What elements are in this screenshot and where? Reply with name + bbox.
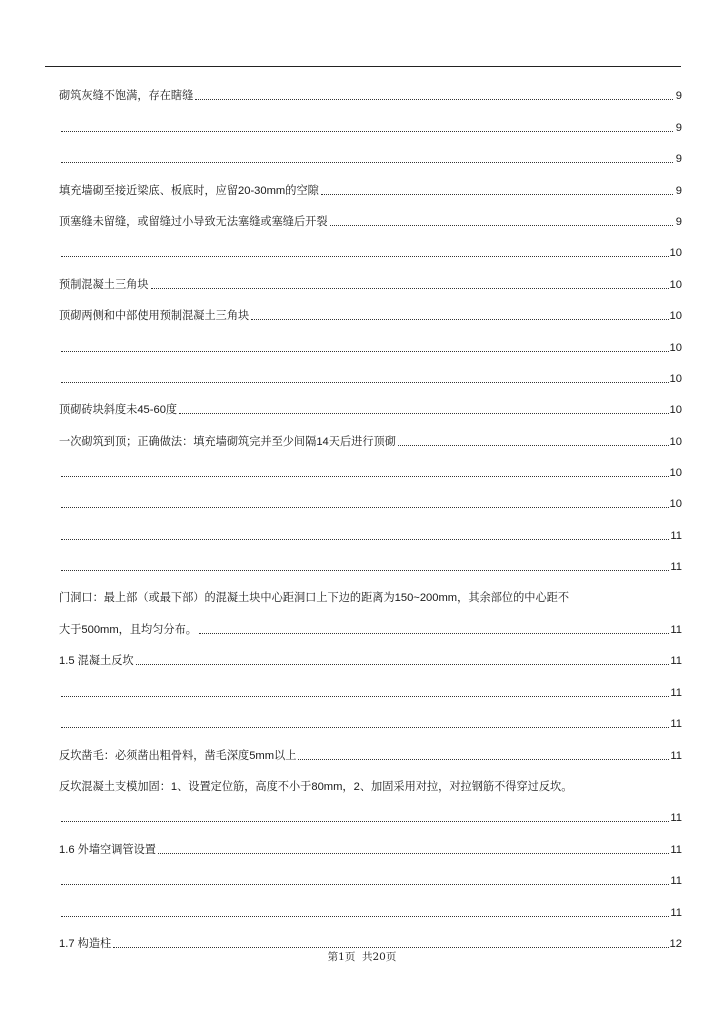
- header-rule: [45, 66, 681, 67]
- toc-entry-title: 顶砌砖块斜度未45-60度: [59, 404, 178, 417]
- toc-entry[interactable]: [59, 103, 682, 134]
- toc-entry-page-number: 11: [670, 875, 682, 888]
- toc-entry[interactable]: [59, 857, 682, 888]
- toc-entry-page-number: 11: [670, 624, 682, 637]
- toc-entry-page-number: 10: [669, 372, 682, 385]
- toc-entry[interactable]: [59, 637, 682, 668]
- toc-entry[interactable]: [59, 292, 682, 323]
- toc-entry[interactable]: [59, 166, 682, 197]
- table-of-contents: [59, 72, 682, 951]
- footer-prefix: 第: [327, 951, 339, 963]
- toc-leader-dots: [61, 906, 669, 920]
- toc-entry-page-number: 11: [670, 749, 682, 762]
- toc-entry-page-number: 9: [675, 184, 682, 197]
- page-footer: [0, 949, 724, 964]
- toc-leader-dots: [61, 874, 669, 888]
- toc-entry[interactable]: [59, 72, 682, 103]
- toc-leader-dots: [61, 717, 669, 731]
- toc-leader-dots: [61, 152, 673, 166]
- toc-entry[interactable]: [59, 731, 682, 762]
- toc-entry-page-number: 9: [675, 215, 682, 228]
- toc-entry-title: 大于500mm，且均匀分布。: [59, 624, 197, 637]
- toc-leader-dots: [251, 309, 668, 323]
- footer-total-pages: 20: [372, 951, 386, 963]
- toc-entry-page-number: 9: [675, 90, 682, 103]
- toc-entry-title: 1.5 混凝土反坎: [59, 655, 134, 668]
- toc-entry[interactable]: [59, 543, 682, 574]
- toc-entry-page-number: 11: [670, 906, 682, 919]
- toc-entry-title: 1.7 构造柱: [59, 937, 112, 950]
- toc-entry-page-number: 11: [670, 655, 682, 668]
- toc-entry[interactable]: [59, 260, 682, 291]
- toc-entry[interactable]: [59, 794, 682, 825]
- toc-entry-title: 门洞口：最上部（或最下部）的混凝土块中心距洞口上下边的距离为150~200mm，其余部位的中心距不: [59, 592, 570, 605]
- toc-entry[interactable]: [59, 323, 682, 354]
- toc-entry-page-number: 10: [669, 310, 682, 323]
- toc-entry-title: 顶塞缝未留缝，或留缝过小导致无法塞缝或塞缝后开裂: [59, 215, 328, 228]
- toc-entry-page-number: 11: [670, 529, 682, 542]
- toc-entry[interactable]: [59, 135, 682, 166]
- toc-entry[interactable]: [59, 920, 682, 951]
- footer-current-page: 1: [338, 951, 345, 963]
- toc-entry-page-number: 11: [670, 718, 682, 731]
- toc-entry-page-number: 12: [669, 937, 682, 950]
- toc-leader-dots: [330, 215, 673, 229]
- toc-entry-title: 砌筑灰缝不饱满，存在瞎缝: [59, 90, 194, 103]
- toc-leader-dots: [151, 278, 669, 292]
- toc-entry-page-number: 9: [675, 121, 682, 134]
- toc-entry-page-number: 11: [670, 843, 682, 856]
- toc-leader-dots: [61, 121, 673, 135]
- toc-entry-page-number: 11: [670, 812, 682, 825]
- toc-entry[interactable]: [59, 417, 682, 448]
- toc-entry-title: 反坎凿毛：必须凿出粗骨料，凿毛深度5mm以上: [59, 749, 297, 762]
- toc-entry[interactable]: [59, 511, 682, 542]
- toc-leader-dots: [195, 89, 673, 103]
- footer-mid: 页 共: [344, 951, 373, 963]
- toc-entry-page-number: 10: [669, 435, 682, 448]
- toc-entry-page-number: 10: [669, 404, 682, 417]
- toc-entry[interactable]: [59, 888, 682, 919]
- toc-leader-dots: [61, 529, 669, 543]
- toc-leader-dots: [61, 811, 669, 825]
- toc-leader-dots: [136, 654, 670, 668]
- toc-leader-dots: [179, 403, 668, 417]
- toc-entry-page-number: 10: [669, 467, 682, 480]
- toc-leader-dots: [61, 497, 669, 511]
- toc-leader-dots: [199, 623, 669, 637]
- toc-entry[interactable]: [59, 198, 682, 229]
- toc-leader-dots: [61, 246, 669, 260]
- toc-entry[interactable]: [59, 355, 682, 386]
- toc-entry[interactable]: [59, 229, 682, 260]
- toc-entry[interactable]: [59, 763, 682, 794]
- toc-entry[interactable]: [59, 449, 682, 480]
- toc-leader-dots: [298, 749, 669, 763]
- toc-entry[interactable]: [59, 700, 682, 731]
- toc-entry-page-number: 9: [675, 153, 682, 166]
- toc-entry[interactable]: [59, 825, 682, 856]
- toc-entry-page-number: 10: [669, 278, 682, 291]
- toc-entry-page-number: 10: [669, 247, 682, 260]
- toc-entry-page-number: 10: [669, 341, 682, 354]
- toc-entry-title: 预制混凝土三角块: [59, 278, 149, 291]
- toc-leader-dots: [61, 466, 669, 480]
- toc-entry-title: 填充墙砌至接近梁底、板底时，应留20-30mm的空隙: [59, 184, 319, 197]
- toc-entry[interactable]: [59, 386, 682, 417]
- toc-leader-dots: [61, 372, 669, 386]
- toc-leader-dots: [321, 184, 673, 198]
- toc-entry-title: 顶砌两侧和中部使用预制混凝土三角块: [59, 310, 250, 323]
- toc-entry-page-number: 10: [669, 498, 682, 511]
- toc-leader-dots: [158, 843, 669, 857]
- toc-entry-page-number: 11: [670, 686, 682, 699]
- toc-entry[interactable]: [59, 668, 682, 699]
- toc-leader-dots: [61, 686, 669, 700]
- toc-entry[interactable]: [59, 574, 682, 605]
- toc-entry[interactable]: [59, 480, 682, 511]
- toc-leader-dots: [61, 560, 669, 574]
- toc-entry[interactable]: [59, 606, 682, 637]
- toc-entry-page-number: 11: [670, 561, 682, 574]
- toc-entry-title: 一次砌筑到顶；正确做法：填充墙砌筑完并至少间隔14天后进行顶砌: [59, 435, 396, 448]
- toc-leader-dots: [61, 341, 669, 355]
- toc-entry-title: 1.6 外墙空调管设置: [59, 843, 156, 856]
- footer-suffix: 页: [385, 951, 397, 963]
- toc-leader-dots: [398, 435, 669, 449]
- toc-entry-title: 反坎混凝土支模加固：1、设置定位筋，高度不小于80mm，2、加固采用对拉，对拉钢筋不得穿过反坎。: [59, 780, 573, 793]
